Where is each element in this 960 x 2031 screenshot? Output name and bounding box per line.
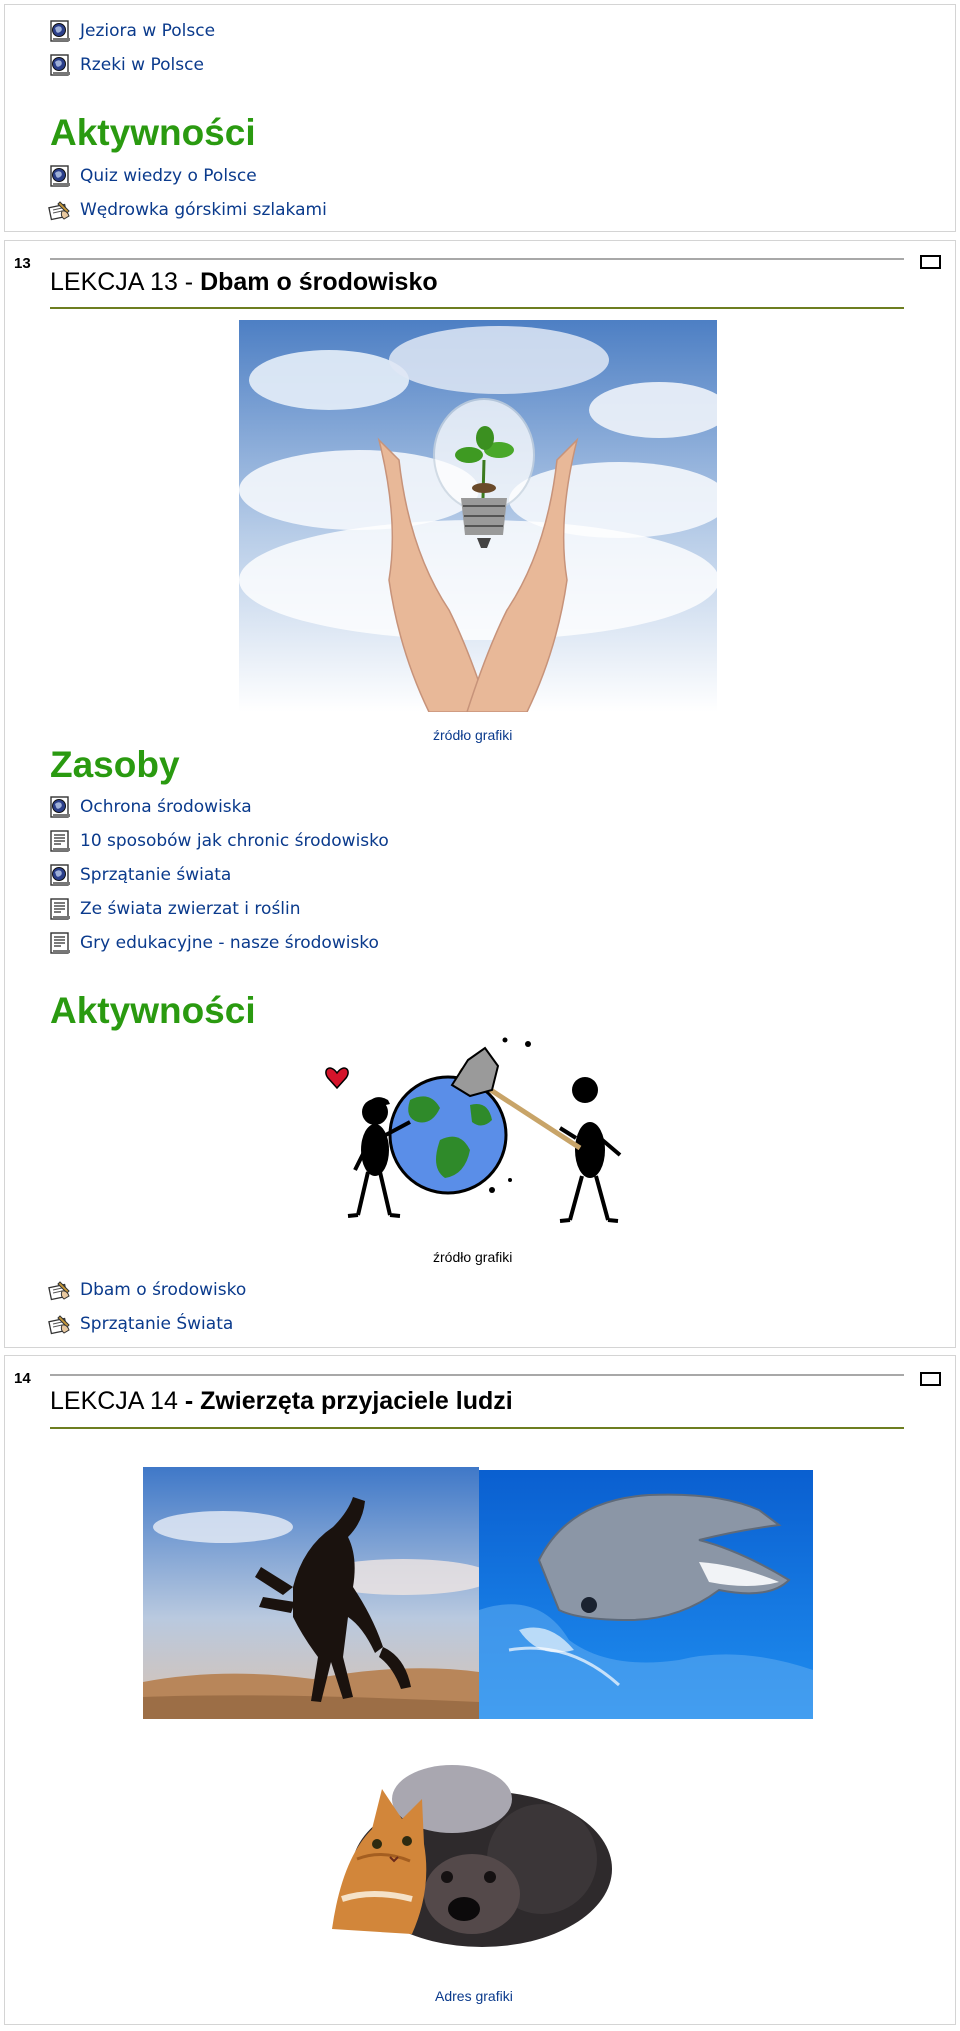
lesson-title-bold: Dbam o środowisko bbox=[200, 268, 438, 296]
hand-pencil-icon bbox=[48, 1278, 72, 1302]
activity-dbam[interactable] bbox=[48, 1277, 246, 1303]
lesson-title-bold: - Zwierzęta przyjaciele ludzi bbox=[184, 1387, 513, 1415]
image-source-link[interactable]: źródło grafiki bbox=[433, 727, 513, 743]
lesson-title-prefix: LEKCJA 14 bbox=[50, 1387, 185, 1415]
text-page-icon bbox=[48, 897, 72, 921]
activity-wedrowka[interactable] bbox=[48, 197, 327, 223]
activity-sprzatanie-swiata[interactable] bbox=[48, 1311, 233, 1337]
resource-label[interactable]: 10 sposobów jak chronic środowisko bbox=[80, 831, 389, 851]
hand-pencil-icon bbox=[48, 1312, 72, 1336]
resource-label[interactable]: Jeziora w Polsce bbox=[80, 21, 216, 41]
title-bottom-rule bbox=[50, 1427, 904, 1429]
globe-page-icon bbox=[48, 19, 72, 43]
text-page-icon bbox=[48, 931, 72, 955]
image-source-caption: źródło grafiki bbox=[433, 1249, 513, 1265]
horse-image bbox=[143, 1467, 479, 1719]
resource-ze-swiata[interactable] bbox=[48, 896, 301, 922]
activity-quiz[interactable] bbox=[48, 163, 257, 189]
activity-label[interactable]: Wędrowka górskimi szlakami bbox=[80, 200, 327, 220]
globe-page-icon bbox=[48, 863, 72, 887]
resource-label[interactable]: Ze świata zwierzat i roślin bbox=[80, 899, 301, 919]
lesson-title bbox=[50, 1387, 513, 1416]
image-address-link[interactable]: Adres grafiki bbox=[435, 1988, 513, 2004]
resource-gry[interactable] bbox=[48, 930, 379, 956]
resource-sprzatanie[interactable] bbox=[48, 862, 231, 888]
resource-label[interactable]: Ochrona środowiska bbox=[80, 797, 252, 817]
activities-heading: Aktywności bbox=[50, 990, 256, 1031]
highlight-toggle[interactable] bbox=[920, 255, 941, 269]
resource-10-sposobow[interactable] bbox=[48, 828, 389, 854]
section-number: 14 bbox=[14, 1370, 31, 1387]
title-top-rule bbox=[50, 258, 904, 260]
resources-heading: Zasoby bbox=[50, 744, 180, 785]
globe-page-icon bbox=[48, 164, 72, 188]
activity-label[interactable]: Sprzątanie Świata bbox=[80, 1314, 234, 1334]
lesson-title bbox=[50, 268, 438, 297]
activity-label[interactable]: Quiz wiedzy o Polsce bbox=[80, 166, 257, 186]
lesson-title-prefix: LEKCJA 13 - bbox=[50, 268, 201, 296]
hand-pencil-icon bbox=[48, 198, 72, 222]
globe-page-icon bbox=[48, 53, 72, 77]
activities-heading: Aktywności bbox=[50, 112, 256, 153]
globe-page-icon bbox=[48, 795, 72, 819]
dolphin-image bbox=[479, 1470, 813, 1719]
highlight-toggle[interactable] bbox=[920, 1372, 941, 1386]
resource-label[interactable]: Rzeki w Polsce bbox=[80, 55, 204, 75]
resource-jeziora[interactable] bbox=[48, 18, 215, 44]
section-number: 13 bbox=[14, 255, 31, 272]
earth-cleaning-image bbox=[320, 1030, 640, 1240]
resource-label[interactable]: Sprzątanie świata bbox=[80, 865, 232, 885]
lightbulb-hands-image bbox=[239, 320, 717, 712]
title-top-rule bbox=[50, 1374, 904, 1376]
cat-and-dog-image bbox=[312, 1749, 622, 1957]
title-bottom-rule bbox=[50, 307, 904, 309]
activity-label[interactable]: Dbam o środowisko bbox=[80, 1280, 247, 1300]
resource-ochrona[interactable] bbox=[48, 794, 252, 820]
resource-rzeki[interactable] bbox=[48, 52, 204, 78]
resource-label[interactable]: Gry edukacyjne - nasze środowisko bbox=[80, 933, 379, 953]
text-page-icon bbox=[48, 829, 72, 853]
